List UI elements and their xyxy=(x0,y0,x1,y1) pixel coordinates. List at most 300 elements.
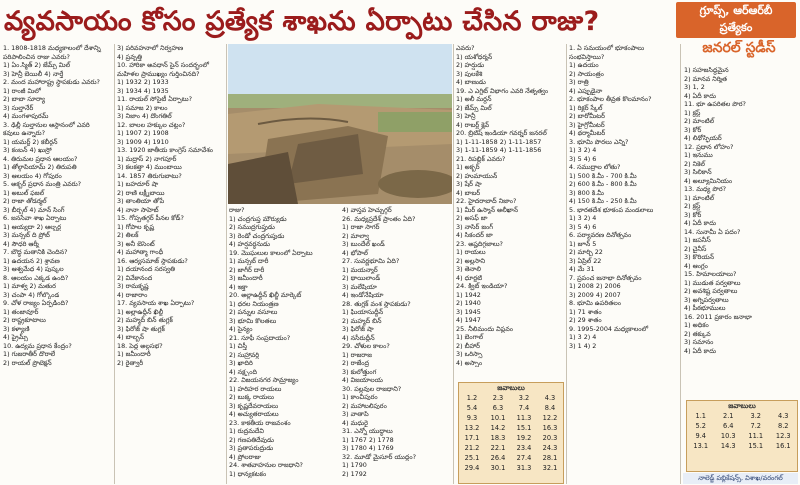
answer-cell: 29.4 xyxy=(464,464,480,472)
answer-cell: 5.2 xyxy=(695,422,706,430)
question-line: 1) క్రస్ట్ xyxy=(684,108,701,117)
question-line: 16. 2011 ప్రకారం జనాభా xyxy=(684,312,752,321)
answer-cell: 1.1 xyxy=(695,412,706,420)
question-line: 5. అక్బర్ ప్రధాన మంత్రి ఎవరు? xyxy=(3,180,82,188)
question-line: 9. 1995-2004 మధ్యకాలంలో xyxy=(569,324,649,333)
question-line: 10. ఉద్యమ ప్రధాన కేంద్రం? xyxy=(3,341,72,350)
question-line: 3) రాత్రి xyxy=(569,78,589,86)
question-line: 3) అనీ బెసెంట్ xyxy=(117,239,155,248)
question-line: 1) గోపాల కృష్ణ xyxy=(117,222,155,231)
question-line: 1) ఏం.స్మిత్ 2) జేమ్స్ మిల్ xyxy=(3,61,71,69)
question-line: 3) ఆలయం 4) గోపురం xyxy=(3,171,62,180)
question-line: 5. భారతదేశ భూకంప మండలాలు xyxy=(569,205,654,214)
question-line: 18. పెద్ద అల్గసభ? xyxy=(117,341,163,350)
question-line: 2) వివేకానంద xyxy=(117,273,153,282)
question-line: 3) ఆశ్వమేధ 4) పుష్కల xyxy=(3,265,64,273)
question-line: 3) 2009 4) 2007 xyxy=(569,290,621,299)
question-line: 4) బాల్బన్ xyxy=(117,333,144,341)
answer-row xyxy=(459,453,563,463)
question-line: 2) అసఫ్ జా xyxy=(456,214,488,222)
question-line: 4) వాస్తవ హెచ్చుగ్గర్ xyxy=(342,206,392,214)
question-line: 4) మంగళాపురమ్ xyxy=(3,112,49,120)
question-line: 19. మొఘలుల కాలంలో ఏర్పాటు xyxy=(229,248,313,257)
question-line: 1) ఆయ్యదా 2) ఆల్బర్ట xyxy=(3,222,61,231)
question-line: 19. ఎ ఎగ్జిట్ విభాగం ఎవరి నేతృత్వం xyxy=(456,86,549,95)
question-line: 1. ఏ సమయంలో భూకంపాలు xyxy=(569,44,645,52)
answer-row xyxy=(687,421,797,431)
answer-cell: 26.4 xyxy=(490,454,506,462)
question-line: 3) భూమి కొలతలు xyxy=(229,316,277,325)
column-divider xyxy=(566,44,567,484)
question-line: 1) 1790 xyxy=(342,461,367,469)
question-line: 2) హర్షుడు xyxy=(456,61,485,69)
question-line: 3) సుల్తానేర్ xyxy=(3,103,34,112)
question-line: 3) 1 4) 2 xyxy=(569,341,597,350)
question-line: 4) అల్యూమినియం xyxy=(684,176,733,185)
question-line: 3) 1934 4) 1935 xyxy=(117,86,169,95)
questions-column-2 xyxy=(117,44,225,484)
question-line: 1) హరిహర రాయలు xyxy=(229,384,282,393)
answer-cell: 10.3 xyxy=(720,432,736,440)
question-line: 4) థర్మామీటర్ xyxy=(569,129,606,137)
answer-cell: 28.1 xyxy=(542,454,558,462)
question-line: 3) 800 కి.మీ xyxy=(569,188,604,197)
question-line: 1) యమర్జ్ 2) కబీర్గన్ xyxy=(3,137,58,146)
question-line: 2) అవశిష్ట పర్వతాలు xyxy=(684,287,738,295)
question-line: 3) కోర్ xyxy=(684,210,702,219)
question-line: 1) మీర్ ఉస్మాన్ అలీఖాన్ xyxy=(456,205,518,214)
answer-row xyxy=(459,413,563,423)
answer-cell: 16.3 xyxy=(542,424,558,432)
question-line: 1) 500 కి.మీ - 700 కి.మీ xyxy=(569,171,637,180)
column-divider xyxy=(114,44,115,484)
questions-column-5 xyxy=(456,44,564,379)
question-line: 3) కోర్ xyxy=(684,125,702,134)
question-line: 2. మంద మహారాష్ట్ర స్థాపకుడు ఎవరు? xyxy=(3,78,100,86)
question-line: 10. హారికా అవధాన్ సైన్ సందర్భంలో xyxy=(117,61,209,69)
question-line: 9. చోళ రాజ్యం ఏర్పడింది? xyxy=(3,299,69,307)
question-line: 3) మన్సబ్ ది ప్రోబ్ xyxy=(3,231,50,239)
question-line: 3) తెనాలి xyxy=(456,265,481,273)
answer-cell: 30.1 xyxy=(490,464,506,472)
question-line: 3) ప్రతాపరుద్రుడు xyxy=(229,444,274,452)
question-line: 23. అష్టదిగ్గజాలు? xyxy=(456,239,503,248)
question-line: 1) మాంటిల్ xyxy=(684,193,715,202)
answer-key-title: జవాబులు xyxy=(497,384,525,392)
answer-row xyxy=(459,403,563,413)
answer-cell: 14.2 xyxy=(490,424,506,432)
questions-column-3 xyxy=(229,206,339,484)
question-line: 21. రిపబ్లిక్ ఎవరు? xyxy=(456,154,506,163)
question-line: 4) ఇండోనేషియా xyxy=(342,291,384,299)
series-logo-line2: ప్రత్యేకం xyxy=(719,21,753,34)
question-line: 4) ఏదీ కాదు xyxy=(684,346,716,355)
question-line: 8. ఆలయం ఎక్కడ ఉంది? xyxy=(3,273,69,282)
question-line: 6. జనసేవా శాఖ ఏర్పాటు xyxy=(3,214,67,222)
question-line: 3) అగ్నిపర్వతాలు xyxy=(684,295,729,304)
question-line: 1) ఘియాసుద్దీన్ xyxy=(342,308,384,316)
question-line: 1) మయన్మార్ xyxy=(342,265,378,274)
question-line: 4) నసీరుద్దీన్ xyxy=(342,333,375,342)
question-line: 17. వ్యవసాయ శాఖ ఏర్పాటు? xyxy=(117,299,195,307)
answer-row xyxy=(687,431,797,441)
question-line: 3) చంపా 4) గోల్కొండ xyxy=(3,290,60,299)
question-line: 14. 1857 తిరుగుబాటు? xyxy=(117,171,182,180)
question-line: 22. హైదరాబాద్ నిజాం? xyxy=(456,197,517,205)
question-line: 3) హైగ్రోమీటర్ xyxy=(569,120,605,129)
question-line: 4) ధూర్జటి xyxy=(456,273,483,282)
question-line: 1) రాంజీ మిలో xyxy=(3,86,41,95)
question-line: 30. పల్లవుల రాజధాని? xyxy=(342,384,402,393)
question-line: 21. సూఫీ సంప్రదాయం? xyxy=(229,333,291,342)
answer-cell: 13.2 xyxy=(464,424,480,432)
question-line: రాజు? xyxy=(229,206,245,214)
question-line: 2) 600 కి.మీ - 800 కి.మీ xyxy=(569,180,637,188)
answer-cell: 10.1 xyxy=(490,414,506,422)
question-line: 3) ఖాదిరి xyxy=(229,359,253,367)
question-line: 24. క్విట్ ఇండియా? xyxy=(456,282,508,290)
question-line: 2) గణపతిదేవుడు xyxy=(229,435,274,444)
question-line: 2) రాజా తోడర్మల్ xyxy=(3,197,47,205)
question-line: 3) కలకత్తా 4) ముంబాయి xyxy=(117,163,182,171)
fort-ruins-image xyxy=(228,44,452,204)
question-line: కవులు ఉన్నారు? xyxy=(3,129,45,137)
question-line: 1) 71 శాతం xyxy=(569,307,602,316)
question-line: 3) నిజాం 4) దొంగతిల్ xyxy=(117,112,172,120)
question-line: 1) చంద్రగుప్త మౌర్యుడు xyxy=(229,214,287,223)
answer-key-title: జవాబులు xyxy=(728,402,756,410)
questions-column-1 xyxy=(3,44,112,484)
answer-cell: 1.2 xyxy=(466,394,478,402)
question-line: 4) పీఠభూములు xyxy=(684,304,726,312)
answer-row xyxy=(459,443,563,453)
answer-cell: 16.1 xyxy=(775,442,791,450)
questions-column-4 xyxy=(342,206,452,484)
question-line: 1) అక్బర్ xyxy=(456,163,480,171)
question-line: 15. హిమాలయాలు? xyxy=(684,270,737,278)
question-line: 4) మహాత్మా గాంధీ xyxy=(117,248,164,256)
question-line: 3. భూమి పొరలు ఎన్ని? xyxy=(569,137,629,146)
question-line: 1) రుద్రమదేవి xyxy=(229,427,264,435)
question-line: 28. తుగ్లక్ వంశ స్థాపకుడు? xyxy=(342,299,411,308)
question-line: 4) ప్రోలరాజు xyxy=(229,452,261,461)
question-line: 4) ప్రవృత్తి xyxy=(117,52,142,61)
question-line: 1) అల్లాఉద్దీన్ ఖిల్జీ xyxy=(117,307,164,316)
question-line: 3) ఫిరోజ్ షా తుగ్లక్ xyxy=(117,324,165,333)
question-line: 3) షేర్ షా xyxy=(456,180,482,188)
question-line: 1) బహదూర్ షా xyxy=(117,180,159,188)
question-line: 1) జమీందారీ xyxy=(117,350,151,358)
question-line: 2) క్రస్ట్ xyxy=(684,202,701,210)
question-line: 1) రిక్టర్ స్కేల్ xyxy=(569,103,603,112)
question-line: 6. పర్యావరణ దినోత్సవం xyxy=(569,231,632,239)
question-line: 1) ఉదయన 2) శ్రావణ xyxy=(3,256,60,265)
answer-cell: 8.2 xyxy=(778,422,789,430)
question-line: 4. తిరుమల ప్రధాన ఆలయం? xyxy=(3,154,78,163)
column-divider xyxy=(680,44,681,484)
question-line: 2) మాంటిల్ xyxy=(684,117,715,125)
question-line: 1) జూన్ 5 xyxy=(569,239,597,248)
publisher-credit: నాలెడ్జ్ పబ్లికేషన్స్, విశాఖ/వరంగల్ xyxy=(683,473,798,484)
question-line: 1. 1808-1818 మధ్యకాలంలో దేశాన్ని xyxy=(3,44,101,52)
question-line: 1) అధికం xyxy=(684,321,709,329)
question-line: 2) మహాబలిపురం xyxy=(342,401,387,410)
answer-cell: 31.3 xyxy=(516,464,532,472)
question-line: 1) సహజసిద్ధమైన xyxy=(684,66,729,74)
answer-cell: 12.2 xyxy=(542,414,558,422)
question-line: 1) 2008 2) 2006 xyxy=(569,282,621,290)
question-line: 2) హుమాయున్ xyxy=(456,171,498,180)
question-line: 22. విజయనగర సామ్రాజ్యం xyxy=(229,376,299,384)
answer-cell: 11.1 xyxy=(748,432,764,440)
question-line: 4) రాబర్ట్ క్లైవ్ xyxy=(456,120,490,129)
answer-cell: 9.4 xyxy=(695,432,706,440)
question-line: 1) రాజరాజ xyxy=(342,350,372,359)
question-line: 1) 3 2) 4 xyxy=(569,333,597,341)
answer-cell: 12.3 xyxy=(775,432,791,440)
question-line: 4) 150 కి.మీ - 250 కి.మీ xyxy=(569,197,637,205)
answer-cell: 4.3 xyxy=(778,412,789,420)
question-line: 2) చైనీస్ xyxy=(684,244,707,253)
answer-cell: 21.2 xyxy=(464,444,480,452)
question-line: 3) రామకృష్ణ xyxy=(117,282,149,290)
question-line: 1) మన్సబ్ దారీ xyxy=(229,257,269,265)
series-logo-line1: గ్రూప్స్, ఆర్‌ఆర్‌బీ xyxy=(699,4,773,17)
answer-row xyxy=(459,423,563,433)
question-line: 1) ధరల నియంత్రణ xyxy=(229,299,279,308)
question-line: 1) దయానంద సరస్వతి xyxy=(117,265,176,273)
question-line: 26. మధ్యప్రదేశ్ ప్రాంతం ఏది? xyxy=(342,214,416,223)
question-line: 3) ఏప్రిల్ 22 xyxy=(569,256,602,265)
question-line: 31. ఎన్నో యుద్ధాలు xyxy=(342,427,393,435)
answer-cell: 32.1 xyxy=(542,464,558,472)
answer-cell: 25.1 xyxy=(464,454,480,462)
question-line: 3) 1780 4) 1769 xyxy=(342,444,394,452)
answer-cell: 20.3 xyxy=(542,434,558,442)
question-line: 2) 1940 xyxy=(456,299,481,307)
question-line: 3) 5 4) 6 xyxy=(569,222,597,231)
question-line: 2) నికెల్ xyxy=(684,159,705,168)
question-line: 3) వాతాపి xyxy=(342,410,369,418)
question-line: 2) మహ్మద్ బిన్ తుగ్లక్ xyxy=(117,316,173,324)
question-line: 2) రాణి లక్ష్మీబాయి xyxy=(117,188,165,197)
question-line: 3) 1, 2 xyxy=(684,83,705,91)
question-line: 2) తక్కువ xyxy=(684,329,711,338)
answer-cell: 18.3 xyxy=(490,434,506,442)
question-line: 1) ధాన్యకటకం xyxy=(229,469,267,478)
headline: వ్యవసాయం కోసం ప్రత్యేక శాఖను ఏర్పాటు చేసిన రాజు? xyxy=(4,6,600,37)
question-line: 2) మాల్వా xyxy=(342,231,370,240)
answer-key-geography xyxy=(686,400,798,472)
question-line: 3) సిలికాన్ xyxy=(684,168,712,176)
question-line: 3) హెన్రీ బెయిలీ 4) నార్తే xyxy=(3,69,64,78)
question-line: 3) ఫిరోజ్ షా xyxy=(342,325,374,333)
question-line: 2) తిలక్ xyxy=(117,231,139,239)
question-line: 3) కొరియన్ xyxy=(684,253,715,261)
question-line: 1) తంజావూర్ xyxy=(3,307,39,316)
question-line: 4) ఆంగ్లం xyxy=(684,261,708,270)
question-line: 3) కృష్ణదేవరాయలు xyxy=(229,401,279,410)
question-line: 4) సైన్యం xyxy=(229,325,253,333)
question-line: 2) బీహార్ xyxy=(456,341,480,350)
answer-cell: 2.3 xyxy=(492,394,504,402)
fort-ruins-photo xyxy=(228,44,452,204)
question-line: 15. గోప్పతగ్గర్ పీనల కోడ్? xyxy=(117,214,184,222)
question-line: 4) అస్సాం xyxy=(456,358,483,367)
answer-cell: 15.1 xyxy=(748,442,764,450)
question-line: 3) మలేషియా xyxy=(342,282,377,291)
question-line: 4) నానా సాహెబ్ xyxy=(117,205,159,214)
question-line: 2) రాయల్ ప్రొటెక్షన్ xyxy=(3,358,52,367)
question-line: 1) మద్రాస్ 2) నాగపూర్ xyxy=(117,154,177,163)
question-line: 2) రాజేంద్ర xyxy=(342,359,370,367)
question-line: 4) ఎప్పుడైనా xyxy=(569,86,603,95)
question-line: 1) యశోధర్మన్ xyxy=(456,52,493,61)
answer-cell: 19.2 xyxy=(516,434,532,442)
question-line: 3) రెండో చంద్రగుప్తుడు xyxy=(229,231,285,240)
question-line: 1) 1907 2) 1908 xyxy=(117,129,169,137)
question-line: 1) రాయలు xyxy=(456,248,486,256)
question-line: 2) బాబా సూర్యా xyxy=(3,95,45,103)
question-line: 1) బెంగాల్ xyxy=(456,333,484,341)
question-line: 3) బుందేల్ ఖండ్ xyxy=(342,240,385,248)
question-line: 3) జమీందారీ xyxy=(229,274,263,282)
question-line: 2. భూకంపాల తీవ్రత కొలమానం? xyxy=(569,95,652,103)
question-line: 11. భూ ఉపరితల పొర? xyxy=(684,100,746,108)
questions-column-6 xyxy=(569,44,679,484)
question-line: 32. మూడో మైసూర్ యుద్ధం? xyxy=(342,452,417,461)
question-line: 2) 29 శాతం xyxy=(569,316,602,324)
question-line: 13. మధ్య పొర? xyxy=(684,185,727,193)
answer-cell: 23.4 xyxy=(516,444,532,452)
question-line: 14. సునామీ ఏ పదం? xyxy=(684,227,741,236)
question-line: 16. ఆర్యసమాజ్ స్థాపకుడు? xyxy=(117,256,188,265)
question-line: 1) సమాజ 2) కాలం xyxy=(117,103,168,112)
question-line: 1) ముడుత పర్వతాలు xyxy=(684,278,741,287)
question-line: 3) హెన్రీ xyxy=(456,112,476,120)
answer-cell: 24.3 xyxy=(542,444,558,452)
question-line: 3) సమానం xyxy=(684,338,714,346)
question-line: 1) మాళ్వ 2) మతుర xyxy=(3,282,56,290)
question-line: 1) కాంచీపురం xyxy=(342,393,378,401)
question-line: 3) 1945 xyxy=(456,307,481,316)
answer-cell: 7.4 xyxy=(518,404,530,412)
column-divider xyxy=(226,44,227,484)
question-line: 27. సువర్ణభూమి ఏది? xyxy=(342,257,400,265)
question-line: 1) అలీ మర్దన్ xyxy=(456,95,492,103)
question-line: 2) సుహ్రావర్ది xyxy=(229,350,260,359)
question-line: 1) 1-11-1858 2) 1-11-1857 xyxy=(456,137,542,146)
question-line: 20. బ్రిటిష్ ఇండియా గవర్నర్ జనరల్ xyxy=(456,129,547,137)
question-line: 1) జపనీస్ xyxy=(684,236,711,244)
answer-cell: 13.1 xyxy=(693,442,709,450)
question-line: 2) అల్లసాని xyxy=(456,256,486,265)
series-logo xyxy=(676,2,796,38)
question-line: 4) మధురై xyxy=(342,418,368,427)
question-line: సంభవిస్తాయి? xyxy=(569,52,605,61)
question-line: 13. 1920 జాతీయ కాంగ్రెస్ సమావేశం xyxy=(117,146,213,154)
question-line: 4) నక్ష్బంది xyxy=(229,367,257,376)
questions-column-7 xyxy=(684,66,798,396)
answer-key-table xyxy=(687,411,797,451)
question-line: 20. అల్లాఉద్దీన్ ఖిల్జీ మార్కెట్ xyxy=(229,291,302,299)
answer-cell: 6.3 xyxy=(492,404,504,412)
question-line: 4) విజయాలయ xyxy=(342,376,383,384)
question-line: 24. శాతవాహనుల రాజధాని? xyxy=(229,461,303,469)
question-line: 3) నాసిర్ జంగ్ xyxy=(456,222,493,231)
question-line: 1) 1767 2) 1778 xyxy=(342,435,394,444)
question-line: 1) తోల్గాపియామ్ 2) తిరుపతి xyxy=(3,163,77,171)
question-line: 3) ఒరిస్సా xyxy=(456,350,483,358)
answer-key-table xyxy=(459,393,563,473)
question-line: 3) పులకేశి xyxy=(456,69,483,78)
answer-cell: 6.4 xyxy=(723,422,734,430)
answer-row xyxy=(687,411,797,421)
answer-cell: 2.1 xyxy=(723,412,734,420)
question-line: 3) 1909 4) 1910 xyxy=(117,137,169,146)
question-line: 1) ఉదయం xyxy=(569,61,599,69)
section-subtitle: జనరల్ స్టడీస్ xyxy=(702,40,776,56)
question-line: 2) థాయిలాండ్ xyxy=(342,274,381,282)
question-line: 4) ఏదీ కాదు xyxy=(684,91,716,100)
question-line: 2) పన్నుల వసూలు xyxy=(229,308,278,316)
question-line: 4) ప్రైమ్స్ xyxy=(3,333,28,341)
question-line: 2) సముద్రగుప్తుడు xyxy=(229,223,275,231)
answer-cell: 9.3 xyxy=(466,414,478,422)
question-line: 4) మే 31 xyxy=(569,265,595,273)
answer-cell: 3.2 xyxy=(750,412,761,420)
question-line: 4) హర్షవర్ధనుడు xyxy=(229,240,270,248)
question-line: 2) జాగీర్ దారీ xyxy=(229,265,265,274)
question-line: 12. బాలల హక్కుల చట్టం? xyxy=(117,120,186,129)
answer-cell: 15.1 xyxy=(516,424,532,432)
answer-row xyxy=(459,433,563,443)
question-line: 3) బీర్బల్ 4) మాన్ సింగ్ xyxy=(3,205,65,214)
question-line: 7. బౌద్ధ మతానికి చెందిన? xyxy=(3,248,68,256)
question-line: 3) కులోత్తుంగ xyxy=(342,367,377,376)
answer-cell: 4.3 xyxy=(544,394,556,402)
question-line: పరిపాలించిన రాజు ఎవరు? xyxy=(3,52,70,61)
answer-cell: 3.2 xyxy=(518,394,530,402)
question-line: 8. భూమి ఉపరితలం xyxy=(569,299,621,307)
question-line: మహిళల ప్రాముఖ్యం గుర్తించినది? xyxy=(117,69,200,78)
question-line: ఎవరు? xyxy=(456,44,475,52)
question-line: 2) మానవ నిర్మిత xyxy=(684,74,727,83)
answer-cell: 22.1 xyxy=(490,444,506,452)
question-line: 4. సముద్రాల లోతు? xyxy=(569,163,621,171)
question-line: 4) రాజారాం xyxy=(117,290,148,299)
question-line: 4) ఏదీ కాదు xyxy=(684,219,716,227)
question-line: 2) బారోమీటర్ xyxy=(569,112,605,120)
question-line: 3) 5 4) 6 xyxy=(569,154,597,163)
question-line: 1) రాజా సాగర్ xyxy=(342,223,380,231)
question-line: 2) మహ్మద్ బిన్ xyxy=(342,316,382,325)
question-line: 1) అబుల్ ఫజల్ xyxy=(3,188,45,197)
answer-cell: 11.3 xyxy=(516,414,532,422)
answer-cell: 5.4 xyxy=(466,404,478,412)
answer-cell: 14.3 xyxy=(720,442,736,450)
question-line: 3) తాంతియా తోపే xyxy=(117,197,165,205)
question-line: 4) బాణుడు xyxy=(456,78,486,86)
question-line: 12. ప్రధాన లోహం? xyxy=(684,142,734,151)
question-line: 2) బుక్క రాయలు xyxy=(229,393,274,401)
question-line: 1) 3 2) 4 xyxy=(569,214,597,222)
answer-row xyxy=(459,393,563,403)
question-line: 4) లిథోస్ఫియర్ xyxy=(684,134,722,142)
question-line: 4) భోపాల్ xyxy=(342,248,368,257)
question-line: 4) ఇక్తా xyxy=(229,282,248,291)
question-line: 7. ప్రపంచ జనాభా దినోత్సవం xyxy=(569,273,642,282)
